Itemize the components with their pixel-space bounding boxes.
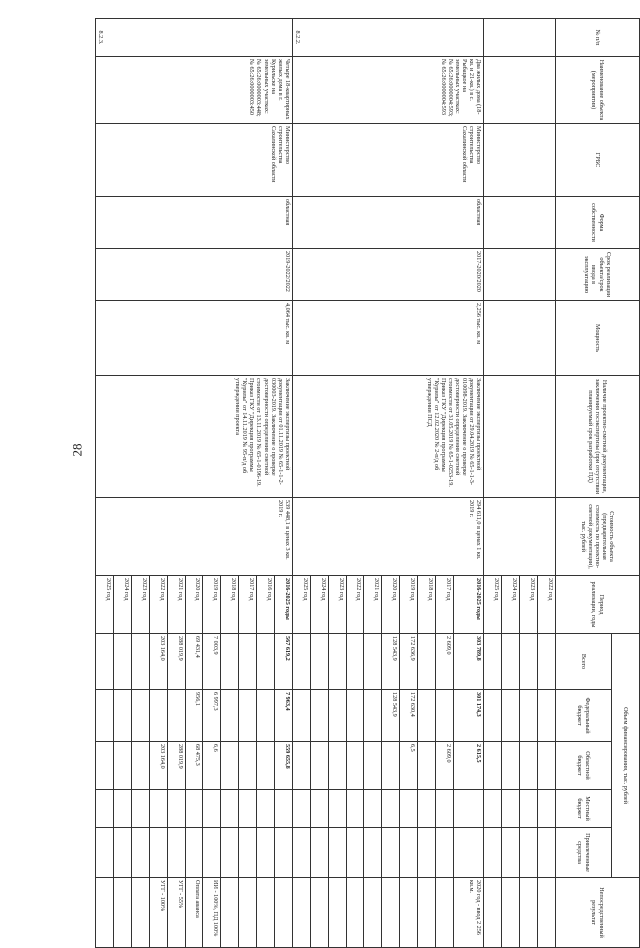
total-cell: [364, 634, 382, 690]
federal-cell: 172 630,4: [400, 690, 418, 742]
period-cell: 2023 год: [328, 576, 346, 634]
federal-cell: [149, 690, 167, 742]
object-number: 8.2.3.: [96, 19, 293, 57]
regional-cell: [418, 742, 436, 790]
federal-cell: [364, 690, 382, 742]
period-cell: 2019 год: [203, 576, 221, 634]
object-ownership: областная: [292, 197, 484, 249]
object-name: Два жилых дома (18-кв. и 21-кв.) в с. Рыбацкое на земельных участках: № 65:26:0000004:593; № 65:26:0000004:593: [292, 57, 484, 124]
period-cell: 2016-2025 годы: [275, 576, 293, 634]
federal-cell: 6 997,3: [203, 690, 221, 742]
federal-cell: 7 963,4: [275, 690, 293, 742]
object-docs: Заключение экспертизы проектной документации от 01.11.2019 № 65-1-1-2-030003-2019. Заключение о проверке достоверности определения сметной стоимости от 13.11.2019 № 65-1-0196-19. Приказ ГКУ "Дирекция программы "Курилы" от 14.11.2019 № 95-п/д об утверждении проекта: [96, 376, 293, 498]
federal-cell: 301 174,3: [453, 690, 483, 742]
continuation-cell: [484, 19, 556, 57]
header-regional: Областной бюджет: [556, 742, 612, 790]
header-result: Непосредственный результат: [556, 878, 640, 948]
federal-cell: [292, 690, 310, 742]
period-cell: 2025 год: [292, 576, 310, 634]
total-cell: 203 164,0: [149, 634, 167, 690]
object-cost: 294 611,0 в ценах 1 кв. 2019 г.: [292, 498, 484, 576]
total-cell: [310, 634, 328, 690]
federal-cell: [418, 690, 436, 742]
federal-cell: [167, 690, 185, 742]
result-cell: [436, 878, 454, 948]
object-docs: Заключение экспертизы проектной документации от 29.04.2019 № 65-1-1-3-010098-2019. Заключение о проверке достоверности определения сметной стоимости от 31.05.2019 № 65-1-0253-19. Приказ ГКУ "Дирекция программы "Курилы" от 12.02.2020 № 2-п/д об утверждении ПСД: [292, 376, 484, 498]
period-cell: 2024 год: [114, 576, 132, 634]
period-cell: 2017 год: [436, 576, 454, 634]
header-deadline: Срок реализации объекта/срок ввода в эксплуатацию: [556, 249, 640, 301]
federal-cell: [239, 690, 257, 742]
period-cell: 2024 год: [310, 576, 328, 634]
result-cell: УГГ - 55%: [167, 878, 185, 948]
object-capacity: 4,064 тыс. кв. м: [96, 301, 293, 376]
federal-cell: [436, 690, 454, 742]
regional-cell: 559 655,8: [275, 742, 293, 790]
period-cell: 2017 год: [239, 576, 257, 634]
header-attracted: Привлеченные средства: [556, 828, 612, 878]
regional-cell: [239, 742, 257, 790]
object-grbs: Министерство строительства Сахалинской области: [96, 124, 293, 197]
federal-cell: [131, 690, 149, 742]
total-cell: [131, 634, 149, 690]
header-docs: Наличие проектно-сметной документации, заключения госэкспертизы (при отсутствии планируемый срок разработки ПД): [556, 376, 640, 498]
period-cell: 2019 год: [400, 576, 418, 634]
result-cell: ИИ - 100%, ПД 100%: [203, 878, 221, 948]
total-cell: [114, 634, 132, 690]
regional-cell: 288 019,9: [167, 742, 185, 790]
federal-cell: [346, 690, 364, 742]
result-cell: Оплата аванса: [185, 878, 203, 948]
federal-cell: [96, 690, 114, 742]
period-cell: 2023 год: [520, 576, 538, 634]
regional-cell: [382, 742, 400, 790]
regional-cell: 203 164,0: [149, 742, 167, 790]
funding-table: [95, 18, 640, 948]
page-frame: [95, 0, 640, 938]
result-cell: [275, 878, 293, 948]
regional-cell: [114, 742, 132, 790]
period-cell: 2021 год: [167, 576, 185, 634]
header-cost: Стоимость объекта (предварительная стоимость по проектно-сметной документации), тыс. рублей: [556, 498, 640, 576]
regional-cell: [346, 742, 364, 790]
regional-cell: [221, 742, 239, 790]
header-num: № п/п: [556, 19, 640, 57]
object-number: 8.2.2.: [292, 19, 484, 57]
federal-cell: [114, 690, 132, 742]
total-cell: [221, 634, 239, 690]
total-cell: 69 431,4: [185, 634, 203, 690]
result-cell: УГГ - 100%: [149, 878, 167, 948]
period-cell: 2023 год: [131, 576, 149, 634]
total-cell: [418, 634, 436, 690]
result-cell: [418, 878, 436, 948]
object-cost: 539 448,1 в ценах 3 кв. 2019 г.: [96, 498, 293, 576]
regional-cell: [257, 742, 275, 790]
object-grbs: Министерство строительства Сахалинской области: [292, 124, 484, 197]
header-funding: Объем финансирования, тыс. рублей: [612, 634, 640, 878]
federal-cell: [328, 690, 346, 742]
regional-cell: [131, 742, 149, 790]
result-cell: [328, 878, 346, 948]
federal-cell: 128 543,9: [382, 690, 400, 742]
table-row: [275, 19, 293, 948]
header-federal: Федеральный бюджет: [556, 690, 612, 742]
total-cell: [257, 634, 275, 690]
total-cell: 303 789,8: [453, 634, 483, 690]
period-cell: 2022 год: [346, 576, 364, 634]
result-cell: [239, 878, 257, 948]
table-row: [453, 19, 483, 948]
result-cell: [400, 878, 418, 948]
regional-cell: [328, 742, 346, 790]
period-cell: 2024 год: [502, 576, 520, 634]
header-name: Наименование объекта (мероприятия): [556, 57, 640, 124]
object-ownership: областная: [96, 197, 293, 249]
total-cell: [292, 634, 310, 690]
period-cell: 2022 год: [149, 576, 167, 634]
object-name: Четыре 18-квартирных жилых дома в г. Курильске на земельных участках: № 65:26:0000003:448; № 65:26:0000003:450: [96, 57, 293, 124]
object-deadline: 2019-2022/2022: [96, 249, 293, 301]
total-cell: [96, 634, 114, 690]
header-capacity: Мощность: [556, 301, 640, 376]
total-cell: 172 636,9: [400, 634, 418, 690]
total-cell: 2 609,0: [436, 634, 454, 690]
result-cell: 2020 год - ввод 2 256 кв.м.: [453, 878, 483, 948]
result-cell: [96, 878, 114, 948]
regional-cell: 6,6: [203, 742, 221, 790]
period-cell: 2016-2025 годы: [453, 576, 483, 634]
total-cell: 7 003,9: [203, 634, 221, 690]
page-number: 28: [69, 443, 85, 457]
regional-cell: [292, 742, 310, 790]
result-cell: [131, 878, 149, 948]
total-cell: 288 019,9: [167, 634, 185, 690]
result-cell: [310, 878, 328, 948]
period-cell: 2020 год: [185, 576, 203, 634]
total-cell: [328, 634, 346, 690]
total-cell: 128 543,9: [382, 634, 400, 690]
total-cell: [346, 634, 364, 690]
total-cell: [239, 634, 257, 690]
regional-cell: [310, 742, 328, 790]
result-cell: [221, 878, 239, 948]
regional-cell: 68 475,3: [185, 742, 203, 790]
result-cell: [364, 878, 382, 948]
result-cell: [292, 878, 310, 948]
regional-cell: 6,5: [400, 742, 418, 790]
period-cell: 2022 год: [538, 576, 556, 634]
header-local: Местный бюджет: [556, 790, 612, 828]
header-ownership: Форма собственности: [556, 197, 640, 249]
header-total: Всего: [556, 634, 612, 690]
rotated-table-area: [95, 18, 640, 938]
regional-cell: 2 609,0: [436, 742, 454, 790]
period-cell: 2016 год: [257, 576, 275, 634]
period-cell: 2018 год: [221, 576, 239, 634]
period-cell: 2020 год: [382, 576, 400, 634]
header-period: Период реализации, годы: [556, 576, 640, 634]
federal-cell: [221, 690, 239, 742]
regional-cell: 2 615,5: [453, 742, 483, 790]
object-deadline: 2017-2020/2020: [292, 249, 484, 301]
regional-cell: [364, 742, 382, 790]
total-cell: 567 619,2: [275, 634, 293, 690]
result-cell: [257, 878, 275, 948]
header-grbs: ГРБС: [556, 124, 640, 197]
federal-cell: [257, 690, 275, 742]
federal-cell: [310, 690, 328, 742]
period-cell: 2018 год: [418, 576, 436, 634]
period-cell: 2025 год: [484, 576, 502, 634]
regional-cell: [96, 742, 114, 790]
result-cell: [114, 878, 132, 948]
object-capacity: 2,256 тыс. кв. м: [292, 301, 484, 376]
period-cell: 2021 год: [364, 576, 382, 634]
result-cell: [346, 878, 364, 948]
table-row: [538, 19, 556, 948]
result-cell: [382, 878, 400, 948]
period-cell: 2025 год: [96, 576, 114, 634]
federal-cell: 956,1: [185, 690, 203, 742]
